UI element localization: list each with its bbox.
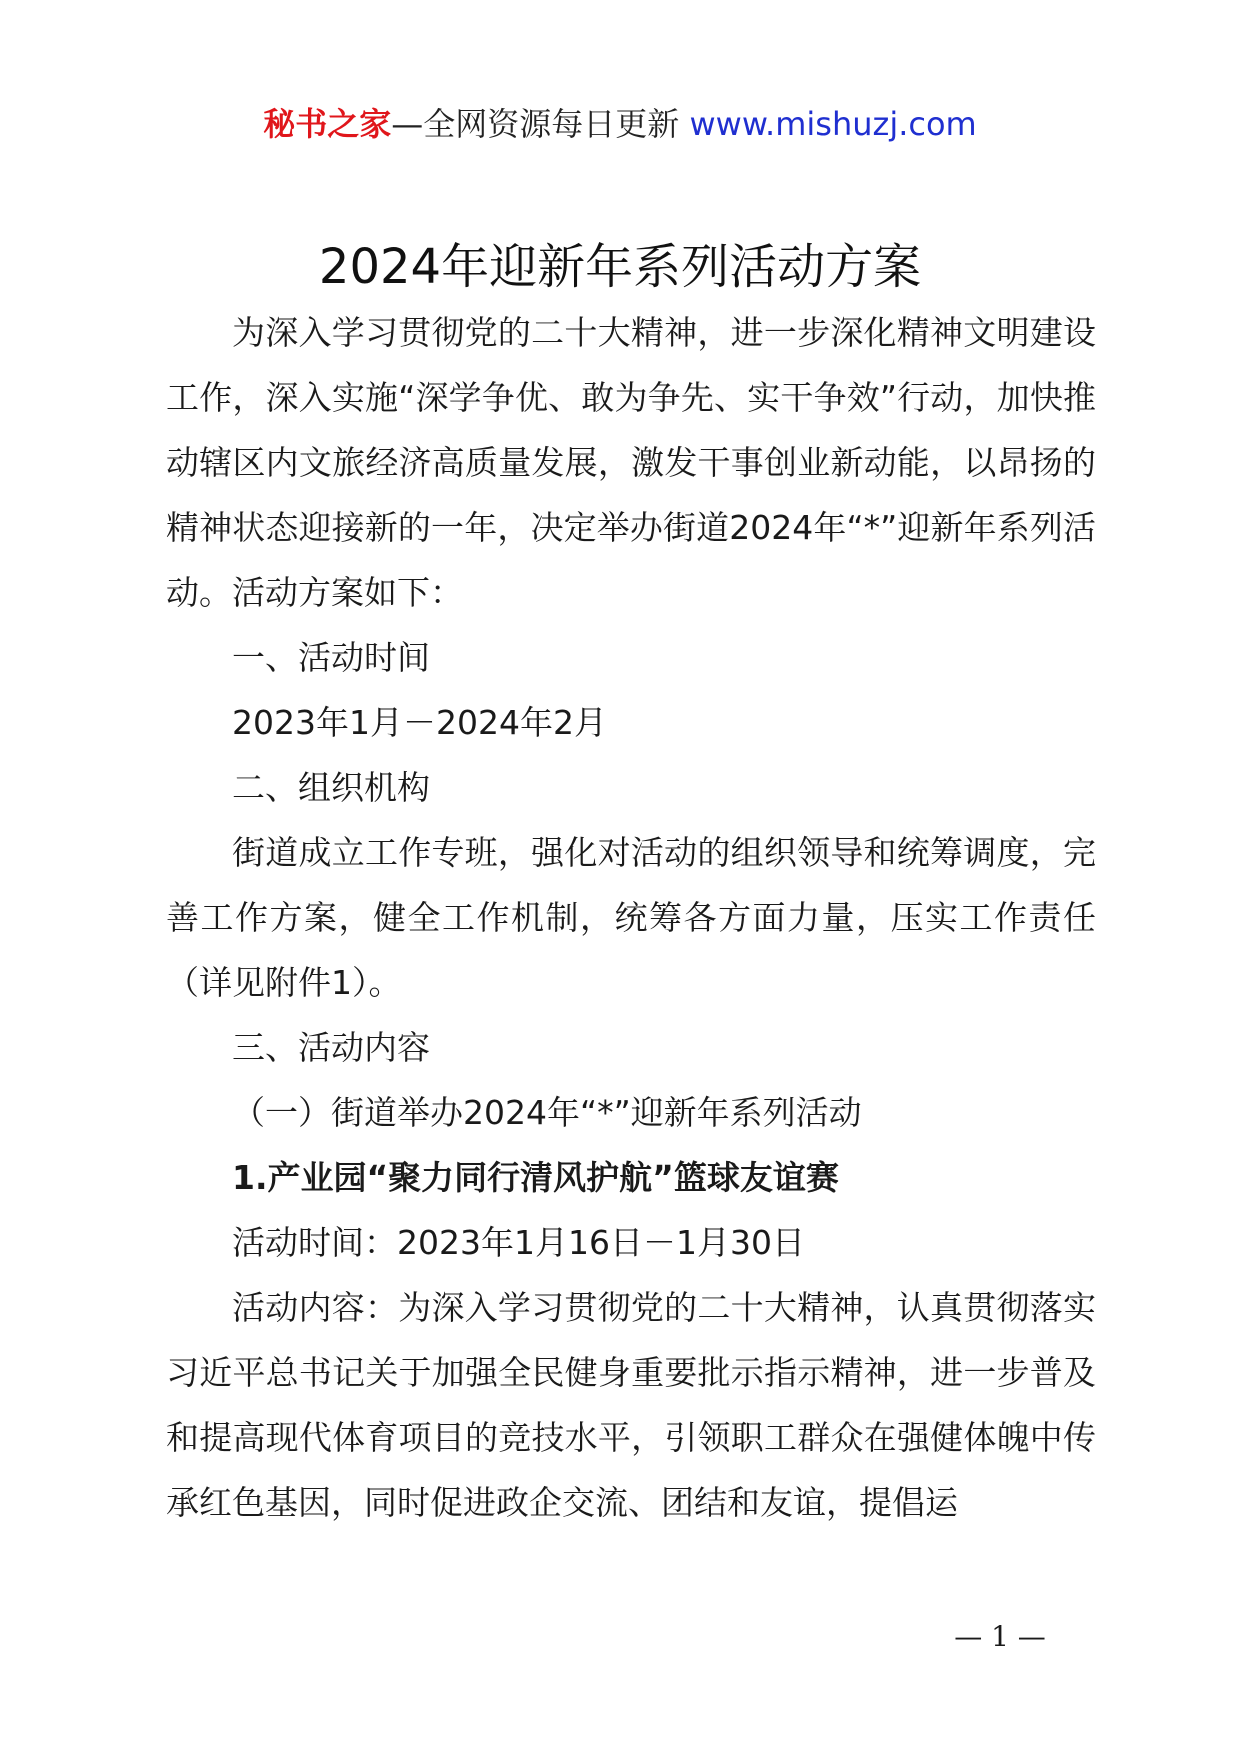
item-content-paragraph: 活动内容：为深入学习贯彻党的二十大精神，认真贯彻落实习近平总书记关于加强全民健身重要批示指示精神，进一步普及和提高现代体育项目的竞技水平，引领职工群众在强健体魄中传承红色基因，同时促进政企交流、团结和友谊，提倡运 [166, 1288, 1096, 1522]
section-heading-organization: 二、组织机构 [232, 768, 430, 807]
item-heading-basketball: 1.产业园“聚力同行清风护航”篮球友谊赛 [232, 1158, 839, 1197]
page-number: — 1 — [954, 1620, 1046, 1653]
intro-paragraph: 为深入学习贯彻党的二十大精神，进一步深化精神文明建设工作，深入实施“深学争优、敢为争先、实干争效”行动，加快推动辖区内文旅经济高质量发展，激发干事创业新动能，以昂扬的精神状态迎接新的一年，决定举办街道2024年“*”迎新年系列活动。活动方案如下： [166, 313, 1096, 612]
site-header [0, 100, 1240, 148]
site-brand: 秘书之家 [263, 105, 392, 143]
site-url-link[interactable]: www.mishuzj.com [689, 105, 977, 143]
site-slogan: —全网资源每日更新 [391, 105, 680, 143]
document-title: 2024年迎新年系列活动方案 [318, 239, 922, 295]
section-heading-content: 三、活动内容 [232, 1028, 430, 1067]
activity-period-text: 2023年1月－2024年2月 [232, 703, 607, 742]
item-time-text: 活动时间：2023年1月16日－1月30日 [232, 1223, 805, 1262]
section-heading-time: 一、活动时间 [232, 638, 430, 677]
document-body [166, 300, 1096, 1535]
organization-paragraph: 街道成立工作专班，强化对活动的组织领导和统筹调度，完善工作方案，健全工作机制，统筹各方面力量，压实工作责任（详见附件1）。 [166, 833, 1096, 1002]
subsection-heading: （一）街道举办2024年“*”迎新年系列活动 [232, 1093, 862, 1132]
